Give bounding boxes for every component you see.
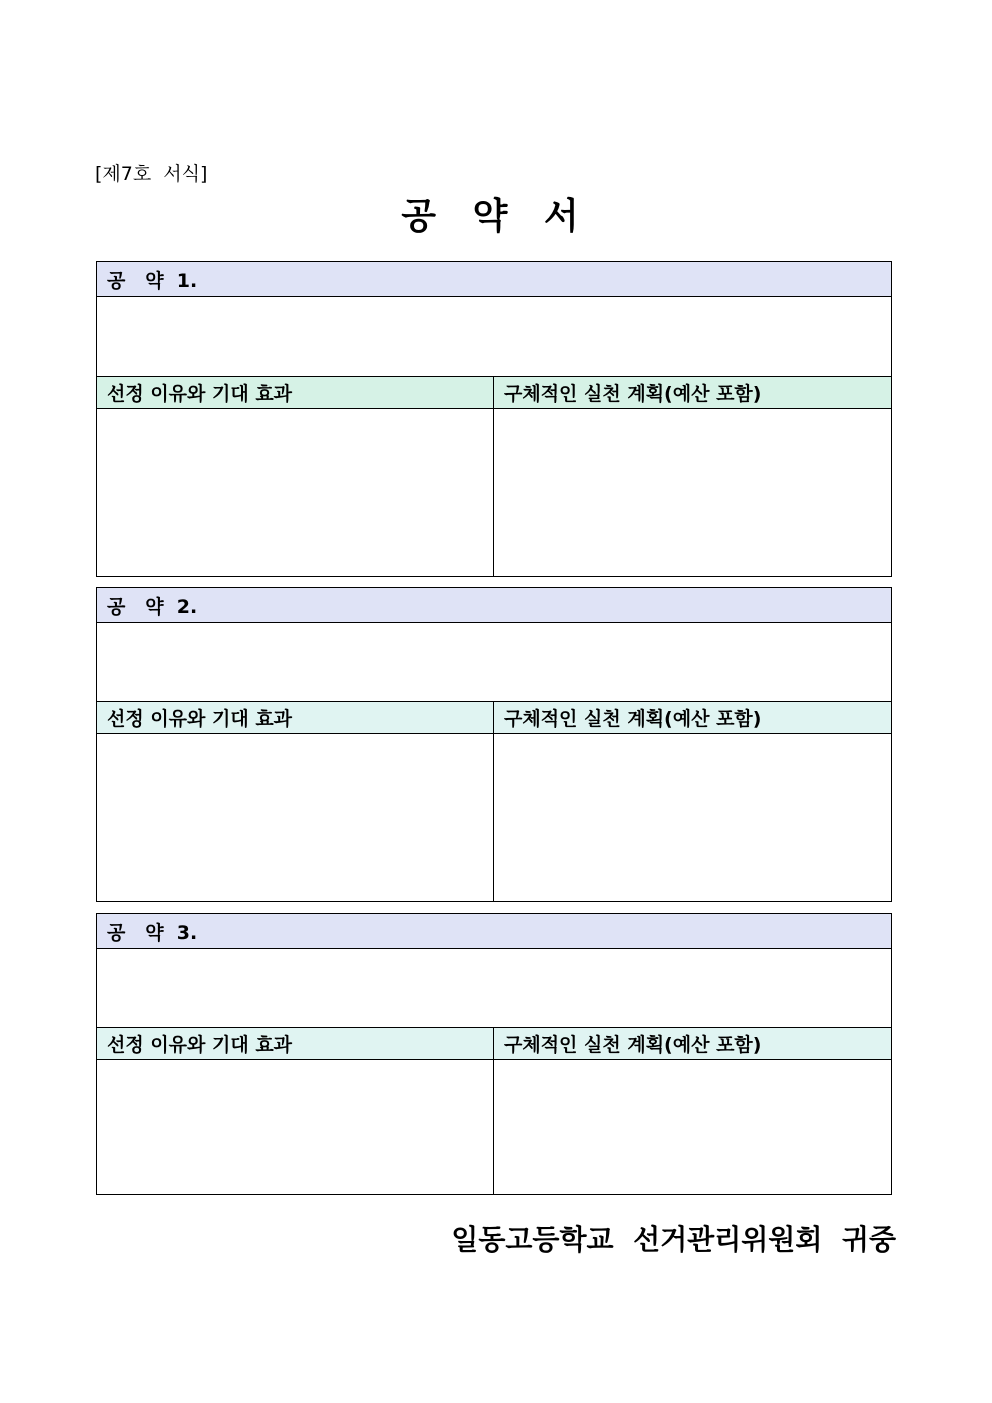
pledge-header-1: 공 약 1. — [97, 262, 892, 297]
reason-field-2[interactable] — [97, 734, 494, 902]
plan-label-2: 구체적인 실천 계획(예산 포함) — [494, 702, 892, 734]
plan-label-3: 구체적인 실천 계획(예산 포함) — [494, 1028, 892, 1060]
reason-label-3: 선정 이유와 기대 효과 — [97, 1028, 494, 1060]
pledge-content-field-3[interactable] — [97, 949, 892, 1028]
reason-label-1: 선정 이유와 기대 효과 — [97, 377, 494, 409]
pledge-header-3: 공 약 3. — [97, 914, 892, 949]
plan-field-3[interactable] — [494, 1060, 892, 1195]
pledge-table-2 — [96, 587, 892, 902]
plan-field-1[interactable] — [494, 409, 892, 577]
plan-field-2[interactable] — [494, 734, 892, 902]
footer-signature: 일동고등학교 선거관리위원회 귀중 — [451, 1223, 896, 1256]
reason-label-2: 선정 이유와 기대 효과 — [97, 702, 494, 734]
reason-field-1[interactable] — [97, 409, 494, 577]
pledge-table-1 — [96, 261, 892, 577]
pledge-content-field-1[interactable] — [97, 297, 892, 377]
plan-label-1: 구체적인 실천 계획(예산 포함) — [494, 377, 892, 409]
pledge-table-3 — [96, 913, 892, 1195]
reason-field-3[interactable] — [97, 1060, 494, 1195]
pledge-content-field-2[interactable] — [97, 623, 892, 702]
document-title: 공 약 서 — [401, 196, 591, 237]
pledge-header-2: 공 약 2. — [97, 588, 892, 623]
form-number: [제7호 서식] — [95, 163, 208, 185]
